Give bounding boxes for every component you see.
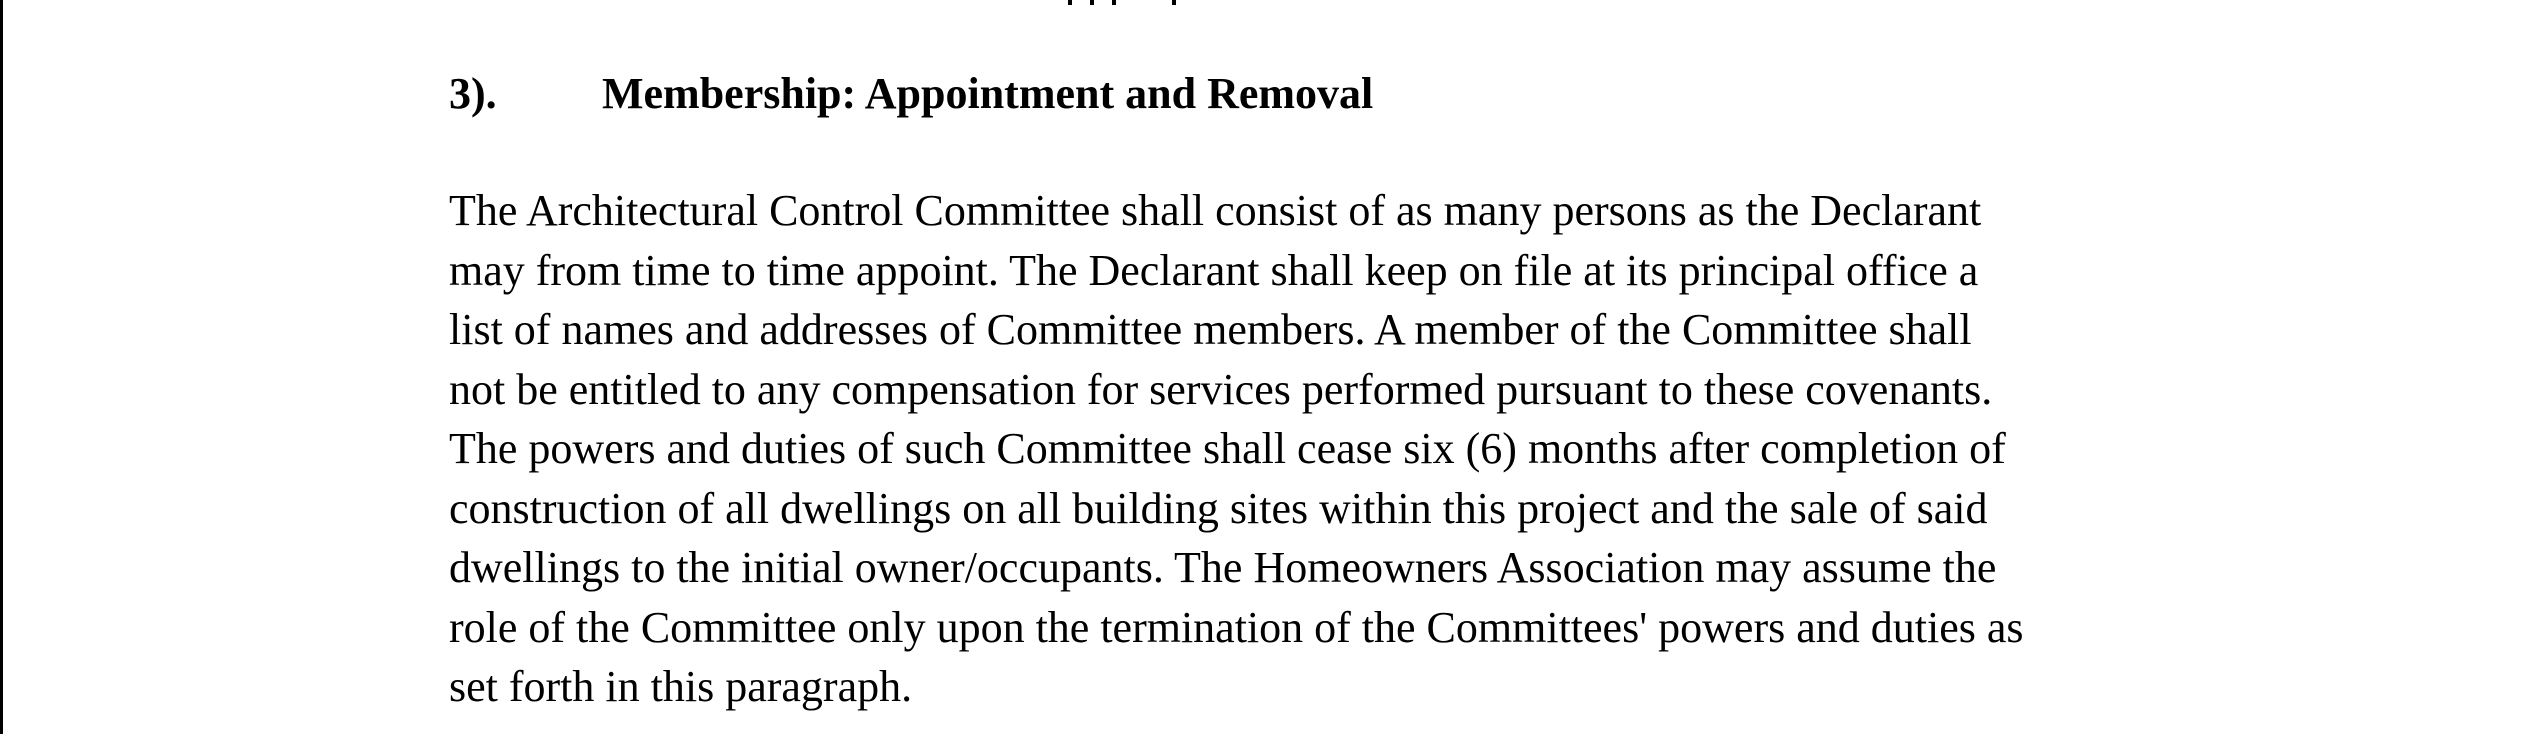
page-left-border	[0, 0, 3, 734]
paragraph-line: role of the Committee only upon the termination of the Committees' powers and duties as	[449, 602, 2024, 652]
paragraph-line: set forth in this paragraph.	[449, 662, 913, 711]
paragraph-line: The powers and duties of such Committee shall cease six (6) months after completion of	[449, 424, 2006, 473]
section-heading	[449, 66, 1373, 122]
paragraph-line: dwellings to the initial owner/occupants. The Homeowners Association may assume the	[449, 543, 1997, 592]
section-title: Membership: Appointment and Removal	[602, 69, 1374, 118]
paragraph-line: may from time to time appoint. The Declarant shall keep on file at its principal office a	[449, 245, 1979, 295]
paragraph-line: not be entitled to any compensation for services performed pursuant to these covenants.	[449, 364, 1993, 414]
section-number: 3).	[449, 69, 497, 118]
paragraph-line: construction of all dwellings on all building sites within this project and the sale of said	[449, 483, 1988, 533]
cropped-text-fragment	[1068, 0, 1188, 6]
paragraph-line: The Architectural Control Committee shall consist of as many persons as the Declarant	[449, 186, 1982, 235]
paragraph-line: list of names and addresses of Committee members. A member of the Committee shall	[449, 305, 1972, 354]
section-paragraph	[449, 181, 2509, 717]
